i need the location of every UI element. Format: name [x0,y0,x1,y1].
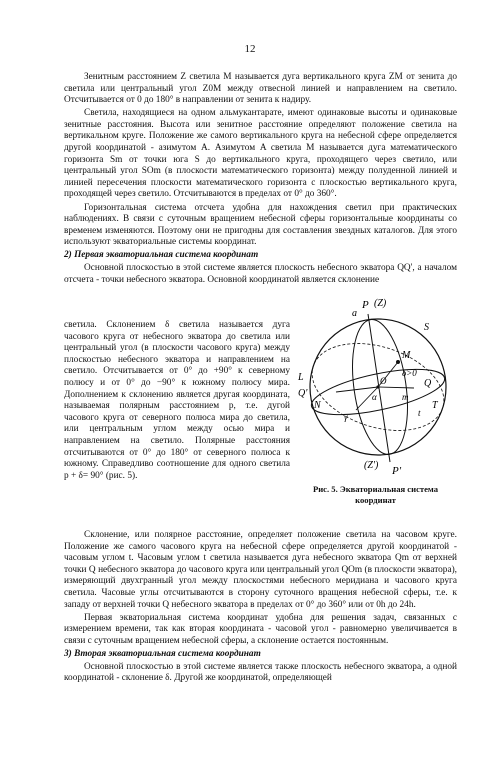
paragraph-first-system-usage: Первая экваториальная система координат удобна для решения задач, связанных с измерением времени, так как вторая координата - часовой угол - равномерно увеличивается в связи с суточным вращением небесной сферы, а склонение остается постоянным. [64,612,457,646]
paragraph-horizontal-system: Горизонтальная система отсчета удобна для нахождения светил при практических наблюдениях. В связи с суточным вращением небесной сферы горизонтальные координаты со временем изменяются. Поэтому они не пригодны для составления звездных каталогов. Для этого используют экваториальные системы координат. [64,202,457,248]
label-P: P [362,299,369,311]
label-N: N [314,400,321,411]
label-T: T [432,400,438,411]
label-alpha: α [372,392,377,402]
label-gamma: γ [344,412,348,422]
label-P-prime: P' [392,465,402,477]
label-Q: Q [424,378,432,389]
label-S: S [424,322,429,333]
label-M: M [402,350,411,361]
paragraph-zenith-distance: Зенитным расстоянием Z светила M называется дуга вертикального круга ZM от зенита до светила или центральный угол Z0M между отвесной линией и направлением на светило. Отсчитывается от 0 до 180° в направлении от зенита к надиру. [64,72,457,106]
paragraph-azimuth: Светила, находящиеся на одном альмукантарате, имеют одинаковые высоты и одинаковые зенитные расстояния. Высота или зенитное расстояние определяют положение светила на вертикальном круге. Положение же самого вертикального круга на небесной сфере определяется другой координатой - азимутом A. Азимутом A светила M называется дуга математического горизонта Sm от точки юга S до вертикального круга, проходящего через светило, или центральный угол SOm (в плоскости математического горизонта) между полуденной линией и линией пересечения плоскости математического горизонта с плоскостью вертикального круга, проходящей через светило. Отсчитываются в пределах от 0° до 360°. [64,108,457,200]
celestial-sphere-diagram [296,292,456,482]
paragraph-second-system-intro: Основной плоскостью в этой системе является также плоскость небесного экватора, а одной координатой - склонение δ. Другой же координатой, определяющей [64,661,457,684]
figure-caption: Рис. 5. Экваториальная система координат [312,484,439,505]
celestial-sphere-figure [296,292,456,487]
left-column-text [64,320,290,484]
heading-first-equatorial-system: 2) Первая экваториальная система координат [64,250,259,261]
label-L: L [298,372,304,383]
bottom-text-block [64,530,457,686]
paragraph-first-system-intro: Основной плоскостью в этой системе является плоскость небесного экватора QQ', а началом отсчета - точки небесного экватора. Основной координатой является склонение [64,263,457,285]
label-t: t [418,408,421,418]
heading-second-equatorial-system: 3) Вторая экваториальная система координат [64,648,261,659]
paragraph-hour-angle: Склонение, или полярное расстояние, определяет положение светила на часовом круге. Положение же самого часового круга на небесной сфере определяется другой координатой - часовым углом t. Часовым углом t светила называется дуга небесного экватора Qm от верхней точки Q небесного экватора до часового круга или центральный угол QOm (в плоскости экватора), измеряющий двухгранный угол между плоскостями небесного меридиана и часового круга светила. Часовые углы отсчитываются в сторону суточного вращения небесной сферы, т.е. к западу от верхней точки Q небесного экватора в пределах от 0° до 360° или от 0h до 24h. [64,530,457,610]
label-O: O [380,376,387,386]
page-number: 12 [244,43,256,55]
label-zenith: (Z) [374,298,387,309]
label-m: m [402,392,409,402]
label-Q-prime: Q' [298,388,308,399]
label-nadir: (Z') [364,460,379,471]
paragraph-declination: светила. Склонением δ светила называется дуга часового круга от небесного экватора до светила или центральный угол (в плоскости часового круга) между плоскостью небесного экватора и направлением на светило. Отсчитывается от 0° до +90° к северному полюсу и от 0° до −90° к южному полюсу мира. Дополнением к склонению является другая координата, называемая полярным расстоянием p, т.е. дугой часового круга от северного полюса мира до светила, или центральным углом между осью мира и направлением на светило. Полярные расстояния отсчитываются от 0° до 180° от северного полюса к южному. Справедливо соотношение для одного светила p + δ= 90° (рис. 5). [64,320,290,481]
label-delta: δ>0 [402,368,417,378]
label-a: a [352,308,357,319]
top-text-block [64,72,457,288]
